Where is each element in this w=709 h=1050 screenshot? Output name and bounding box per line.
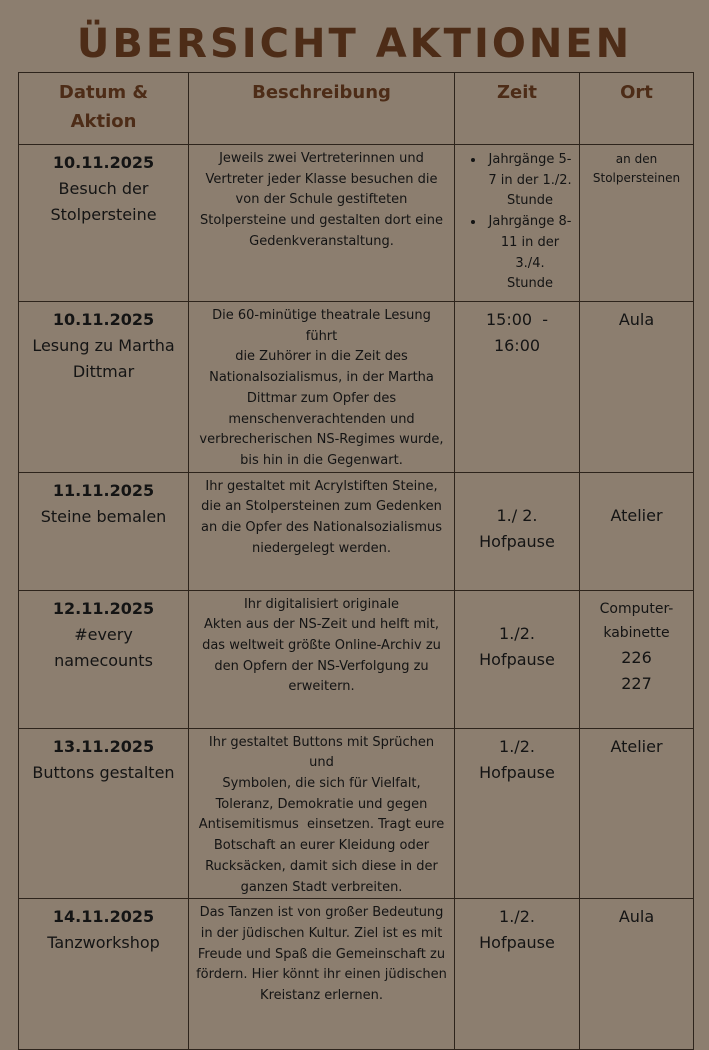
time-line: 11 in der 3./4. (500, 234, 560, 271)
row-date: 13.11.2025 (52, 736, 155, 756)
description-line: das weltweit größte Online-Archiv zu (202, 638, 441, 654)
cell-date-action (19, 145, 189, 302)
actions-table (18, 72, 694, 1050)
row-time (455, 503, 579, 555)
time-line: 1./2. (499, 907, 535, 927)
row-time (455, 734, 579, 786)
cell-place (580, 728, 694, 899)
description-line: ganzen Stadt verbreiten. (240, 879, 403, 895)
description-line: verbrecherischen NS-Regimes wurde, (199, 432, 444, 448)
cell-time (455, 590, 580, 728)
time-line: 1./2. (499, 736, 535, 756)
row-action: Besuch der (58, 179, 149, 198)
table-row (19, 302, 694, 473)
row-description (189, 473, 454, 560)
description-line: bis hin in die Gegenwart. (240, 452, 403, 468)
time-line: Stunde (506, 276, 554, 292)
time-line: 1./ 2. (496, 505, 538, 525)
row-time (455, 621, 579, 673)
time-line: Jahrgänge 5- (488, 152, 572, 167)
place-line: Computer- (599, 600, 674, 617)
page-title: ÜBERSICHT AKTIONEN (76, 21, 633, 67)
cell-time (455, 145, 580, 302)
row-place: Aula (618, 310, 655, 329)
place-line: an den (615, 152, 658, 166)
description-line: niedergelegt werden. (252, 540, 391, 556)
time-bullet-list (455, 150, 579, 295)
description-line: Symbolen, die sich für Vielfalt, (222, 776, 421, 792)
row-action: Stolpersteine (50, 205, 157, 224)
description-line: Freude und Spaß die Gemeinschaft zu (197, 946, 446, 962)
row-action: #every (74, 624, 133, 644)
description-line: Dittmar zum Opfer des (246, 390, 397, 406)
row-place: Atelier (610, 505, 663, 525)
row-description (189, 145, 454, 253)
time-bullet-item (485, 212, 575, 295)
row-time (455, 307, 579, 359)
header-time: Zeit (455, 73, 580, 145)
cell-description (189, 899, 455, 1050)
description-line: fördern. Hier könnt ihr einen jüdischen (196, 967, 447, 983)
description-line: Jeweils zwei Vertreterinnen und (219, 151, 424, 166)
time-line: Hofpause (479, 531, 555, 551)
cell-description (189, 472, 455, 590)
description-line: die Zuhörer in die Zeit des (235, 349, 408, 365)
header-date-action (19, 73, 189, 145)
time-line: Jahrgänge 8- (488, 214, 572, 230)
description-line: in der jüdischen Kultur. Ziel ist es mit (200, 925, 443, 941)
description-line: von der Schule gestifteten (235, 192, 408, 208)
row-date: 12.11.2025 (52, 598, 155, 618)
cell-place (580, 590, 694, 728)
row-description (189, 591, 454, 699)
cell-place (580, 145, 694, 302)
cell-time (455, 302, 580, 473)
time-line: Hofpause (479, 762, 555, 782)
time-line: Stunde (506, 193, 554, 209)
cell-description (189, 590, 455, 728)
description-line: Die 60-minütige theatrale Lesung führt (212, 308, 431, 344)
row-action: Buttons gestalten (32, 762, 175, 782)
row-action: Tanzworkshop (47, 933, 160, 953)
cell-place (580, 899, 694, 1050)
header-action-line: Aktion (70, 111, 137, 132)
header-description: Beschreibung (189, 73, 455, 145)
header-place: Ort (580, 73, 694, 145)
cell-date-action (19, 728, 189, 899)
time-bullet-item (485, 150, 575, 212)
row-date: 10.11.2025 (52, 310, 155, 329)
description-line: Botschaft an eurer Kleidung oder (213, 838, 430, 854)
header-date-line: Datum & (58, 82, 149, 103)
cell-time (455, 728, 580, 899)
row-description (189, 899, 454, 1007)
table-header-row (19, 73, 694, 145)
row-date: 11.11.2025 (52, 480, 155, 500)
table-row (19, 728, 694, 899)
row-action: Dittmar (72, 362, 135, 381)
cell-date-action (19, 302, 189, 473)
row-action: Lesung zu Martha (32, 336, 175, 355)
cell-date-action (19, 590, 189, 728)
row-action: namecounts (54, 650, 153, 670)
row-place (580, 150, 693, 188)
description-line: Antisemitismus einsetzen. Tragt eure (198, 817, 445, 833)
cell-time (455, 899, 580, 1050)
row-description (189, 729, 454, 899)
table-row (19, 145, 694, 302)
table-row (19, 590, 694, 728)
row-place (580, 597, 693, 697)
row-time (455, 904, 579, 956)
description-line: Kreistanz erlernen. (260, 988, 383, 1004)
place-line: 227 (621, 673, 652, 693)
cell-description (189, 145, 455, 302)
description-line: Ihr gestaltet Buttons mit Sprüchen und (208, 734, 435, 771)
time-line: 1./2. (499, 623, 535, 643)
time-line: 16:00 (493, 336, 541, 355)
place-line: kabinette (603, 624, 670, 641)
row-place: Aula (618, 907, 655, 927)
place-line: Stolpersteinen (592, 171, 681, 185)
description-line: Vertreter jeder Klasse besuchen die (205, 171, 438, 187)
cell-description (189, 728, 455, 899)
description-line: an die Opfer des Nationalsozialismus (201, 520, 442, 536)
row-description (189, 302, 454, 472)
place-line: 226 (621, 647, 652, 667)
description-line: den Opfern der NS-Verfolgung zu (214, 658, 429, 674)
time-line: Hofpause (479, 649, 555, 669)
time-line: Hofpause (479, 933, 555, 953)
description-line: Ihr gestaltet mit Acrylstiften Steine, (205, 478, 438, 494)
description-line: Das Tanzen ist von großer Bedeutung (199, 905, 444, 921)
description-line: Ihr digitalisiert originale (243, 596, 400, 612)
cell-date-action (19, 899, 189, 1050)
table-row (19, 472, 694, 590)
row-place: Atelier (610, 736, 663, 756)
cell-description (189, 302, 455, 473)
description-line: Nationalsozialismus, in der Martha (209, 370, 434, 386)
description-line: Gedenkveranstaltung. (249, 233, 394, 249)
time-line: 15:00 - (485, 310, 549, 329)
row-action: Steine bemalen (40, 506, 167, 526)
description-line: Stolpersteine und gestalten dort eine (199, 213, 443, 229)
description-line: die an Stolpersteinen zum Gedenken (201, 499, 442, 515)
description-line: menschenverachtenden und (228, 411, 415, 427)
time-line: 7 in der 1./2. (488, 172, 572, 188)
table-row (19, 899, 694, 1050)
row-date: 10.11.2025 (52, 153, 155, 172)
row-date: 14.11.2025 (52, 907, 155, 927)
description-line: Toleranz, Demokratie und gegen (215, 796, 428, 812)
cell-place (580, 472, 694, 590)
cell-time (455, 472, 580, 590)
description-line: Rucksäcken, damit sich diese in der (205, 858, 438, 874)
cell-date-action (19, 472, 189, 590)
cell-place (580, 302, 694, 473)
description-line: Akten aus der NS-Zeit und helft mit, (204, 617, 439, 633)
description-line: erweitern. (288, 679, 355, 695)
